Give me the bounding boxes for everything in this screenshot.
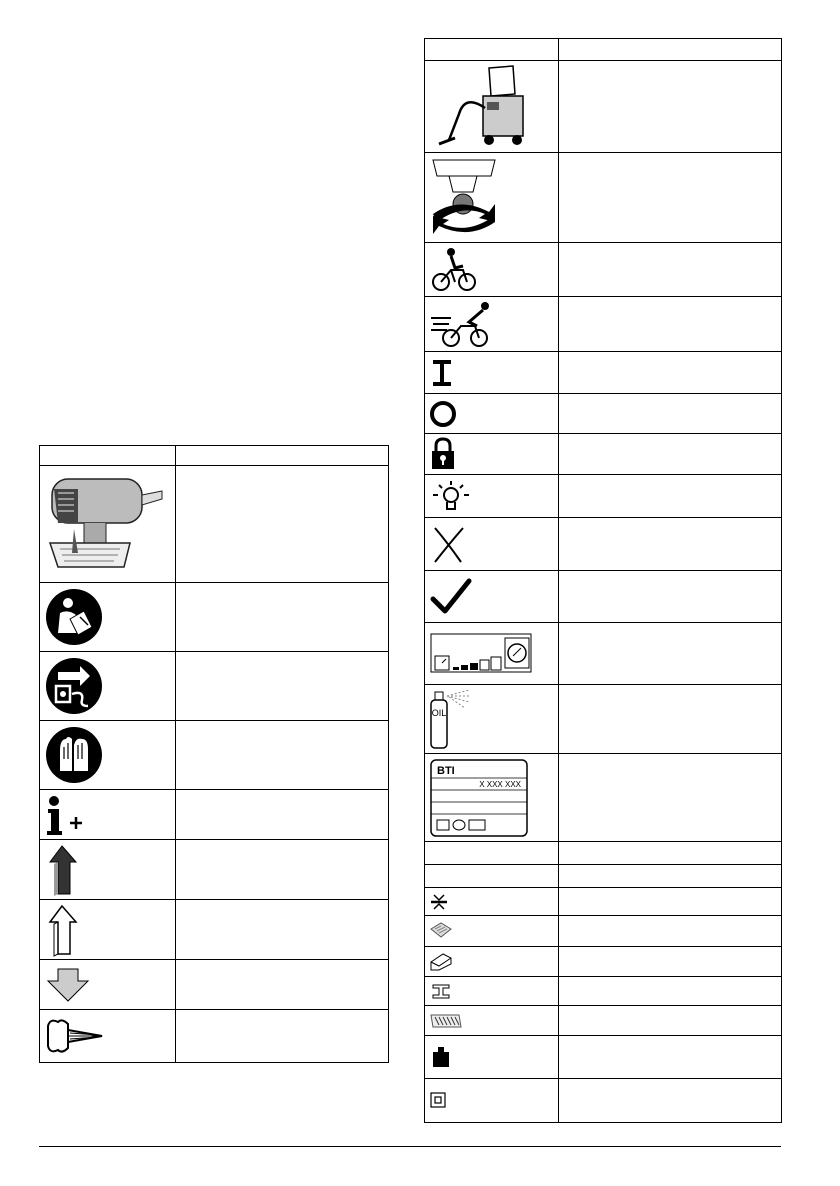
row-description (559, 352, 782, 394)
oil-spray-icon (425, 685, 559, 754)
row-description (559, 977, 782, 1006)
metal-profile-icon (425, 977, 559, 1006)
cyclist-fast-icon (425, 297, 559, 352)
table-row (425, 1079, 782, 1123)
table-row (425, 571, 782, 623)
table-row (425, 947, 782, 977)
empty-symbol-cell (425, 865, 559, 888)
table-row (425, 243, 782, 297)
row-description (176, 583, 389, 652)
row-description (559, 1079, 782, 1123)
row-description (176, 721, 389, 790)
lock-icon (425, 434, 559, 475)
unplug-power-icon (40, 652, 176, 721)
weight-icon (425, 1036, 559, 1079)
row-description (559, 1036, 782, 1079)
table-row (425, 1006, 782, 1036)
oil-label: OIL (431, 708, 447, 718)
table-row (425, 623, 782, 685)
speed-dial-icon (425, 623, 559, 685)
table-row (40, 721, 389, 790)
rotate-attachment-icon (425, 153, 559, 243)
row-description (559, 61, 782, 153)
rating-plate-icon (425, 754, 559, 842)
row-description (559, 518, 782, 571)
row-description (559, 947, 782, 977)
vacuum-cleaner-icon (425, 61, 559, 153)
table-row (40, 790, 389, 840)
table-row (40, 583, 389, 652)
table-row (40, 960, 389, 1010)
row-description (559, 685, 782, 754)
cyclist-slow-icon (425, 243, 559, 297)
table-row (425, 434, 782, 475)
row-description (559, 571, 782, 623)
row-description (176, 652, 389, 721)
checkmark-icon (425, 571, 559, 623)
row-description (176, 790, 389, 840)
plastic-material-icon (425, 947, 559, 977)
row-description (559, 865, 782, 888)
symbol-table-left (39, 445, 389, 1063)
row-description (559, 297, 782, 352)
table-row (425, 475, 782, 518)
outline-arrow-up-icon (40, 900, 176, 960)
info-plus-icon (40, 790, 176, 840)
table-row (40, 1010, 389, 1063)
table-row (425, 352, 782, 394)
header-cell-symbol (425, 39, 559, 61)
row-description (559, 153, 782, 243)
table-row (40, 840, 389, 900)
row-description (559, 475, 782, 518)
row-description (559, 842, 782, 865)
blade-center-icon (425, 888, 559, 916)
light-bulb-icon (425, 475, 559, 518)
table-row (40, 652, 389, 721)
empty-symbol-cell (425, 842, 559, 865)
table-row (425, 61, 782, 153)
double-insulation-icon (425, 1079, 559, 1123)
arrow-down-icon (40, 960, 176, 1010)
table-row (425, 977, 782, 1006)
symbol-table-right (424, 38, 782, 1123)
table-row (425, 842, 782, 865)
row-description (559, 434, 782, 475)
row-description (559, 888, 782, 916)
footer-rule (39, 1146, 781, 1147)
table-header (425, 39, 782, 61)
on-switch-icon (425, 352, 559, 394)
wear-gloves-icon (40, 721, 176, 790)
row-description (559, 623, 782, 685)
read-manual-icon (40, 583, 176, 652)
header-cell-meaning (176, 446, 389, 466)
table-row (425, 153, 782, 243)
table-row (425, 1036, 782, 1079)
table-row (425, 888, 782, 916)
header-cell-symbol (40, 446, 176, 466)
row-description (559, 916, 782, 947)
fiber-material-icon (425, 1006, 559, 1036)
jigsaw-tool-icon (40, 466, 176, 583)
table-row (40, 466, 389, 583)
table-row (425, 394, 782, 434)
table-row (425, 754, 782, 842)
row-description (559, 394, 782, 434)
row-description (176, 900, 389, 960)
table-row (425, 916, 782, 947)
table-row (425, 518, 782, 571)
table-row (425, 297, 782, 352)
air-blow-icon (40, 1010, 176, 1063)
table-header (40, 446, 389, 466)
row-description (176, 840, 389, 900)
row-description (559, 243, 782, 297)
row-description (176, 466, 389, 583)
wood-material-icon (425, 916, 559, 947)
table-row (425, 865, 782, 888)
row-description (176, 960, 389, 1010)
plate-brand: BTI (437, 764, 455, 777)
row-description (176, 1010, 389, 1063)
row-description (559, 1006, 782, 1036)
table-row (425, 685, 782, 754)
table-row (40, 900, 389, 960)
solid-arrow-up-icon (40, 840, 176, 900)
plate-serial: X XXX XXX (479, 779, 521, 789)
off-switch-icon (425, 394, 559, 434)
row-description (559, 754, 782, 842)
header-cell-meaning (559, 39, 782, 61)
cross-icon (425, 518, 559, 571)
